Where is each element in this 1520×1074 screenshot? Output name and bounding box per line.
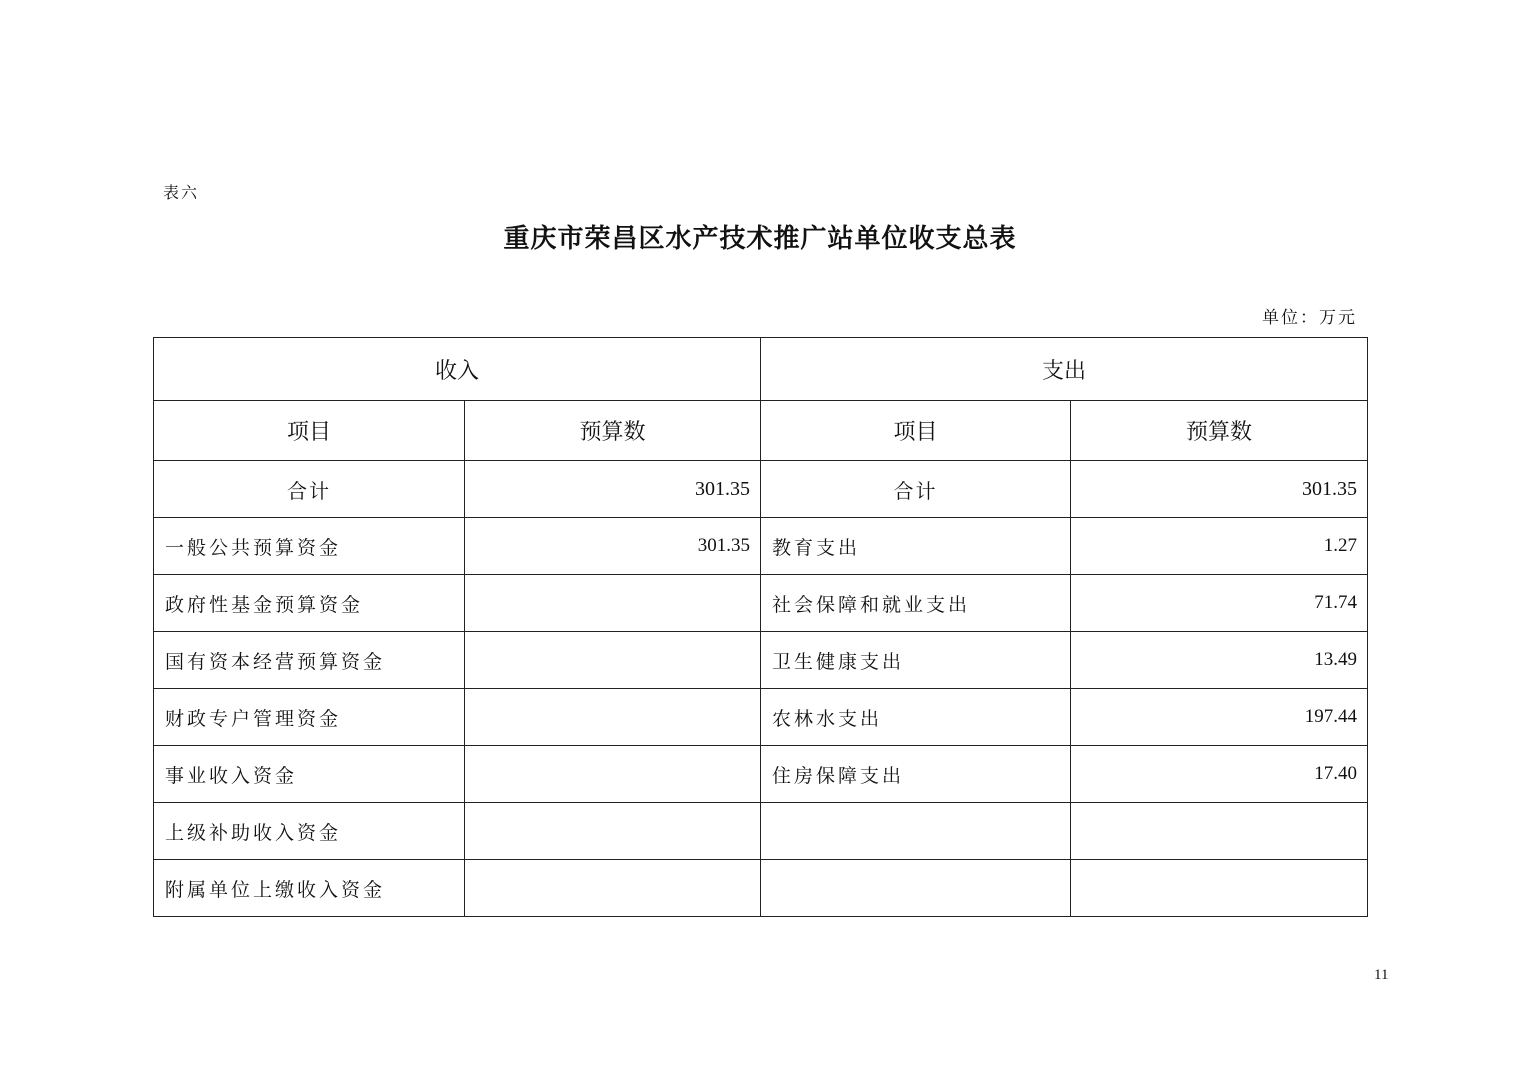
income-total-label: 合计: [154, 461, 465, 518]
table-row: [154, 803, 1368, 860]
income-total-value: 301.35: [465, 461, 761, 518]
income-value: [465, 860, 761, 917]
page-title: 重庆市荣昌区水产技术推广站单位收支总表: [503, 224, 1017, 254]
income-value: [465, 575, 761, 632]
table-label: 表六: [163, 183, 200, 202]
expense-item: 社会保障和就业支出: [761, 575, 1071, 632]
income-group-header: 收入: [154, 338, 761, 401]
table-row: [154, 518, 1368, 575]
income-value: [465, 632, 761, 689]
table-row: [154, 860, 1368, 917]
income-item: 附属单位上缴收入资金: [154, 860, 465, 917]
expense-group-header: 支出: [761, 338, 1368, 401]
expense-value: 1.27: [1071, 518, 1368, 575]
expense-item: 农林水支出: [761, 689, 1071, 746]
expense-item: [761, 803, 1071, 860]
expense-value: [1071, 803, 1368, 860]
page-number: 11: [1374, 967, 1389, 983]
expense-total-label: 合计: [761, 461, 1071, 518]
income-item-header: 项目: [154, 401, 465, 461]
income-item: 财政专户管理资金: [154, 689, 465, 746]
income-value: [465, 746, 761, 803]
income-item: 事业收入资金: [154, 746, 465, 803]
expense-value: 197.44: [1071, 689, 1368, 746]
income-expense-summary-table: [153, 337, 1368, 917]
income-item: 一般公共预算资金: [154, 518, 465, 575]
table-row: [154, 575, 1368, 632]
income-value: [465, 803, 761, 860]
expense-budget-header: 预算数: [1071, 401, 1368, 461]
total-row: [154, 461, 1368, 518]
income-item: 上级补助收入资金: [154, 803, 465, 860]
income-budget-header: 预算数: [465, 401, 761, 461]
table-row: [154, 746, 1368, 803]
income-item: 政府性基金预算资金: [154, 575, 465, 632]
expense-item-header: 项目: [761, 401, 1071, 461]
expense-item: [761, 860, 1071, 917]
income-value: [465, 689, 761, 746]
expense-item: 卫生健康支出: [761, 632, 1071, 689]
expense-item: 教育支出: [761, 518, 1071, 575]
expense-value: 71.74: [1071, 575, 1368, 632]
table-row: [154, 632, 1368, 689]
unit-label: 单位：万元: [1262, 308, 1357, 328]
group-header-row: [154, 338, 1368, 401]
expense-value: 13.49: [1071, 632, 1368, 689]
expense-total-value: 301.35: [1071, 461, 1368, 518]
income-item: 国有资本经营预算资金: [154, 632, 465, 689]
expense-item: 住房保障支出: [761, 746, 1071, 803]
income-value: 301.35: [465, 518, 761, 575]
expense-value: [1071, 860, 1368, 917]
column-header-row: [154, 401, 1368, 461]
expense-value: 17.40: [1071, 746, 1368, 803]
table-row: [154, 689, 1368, 746]
